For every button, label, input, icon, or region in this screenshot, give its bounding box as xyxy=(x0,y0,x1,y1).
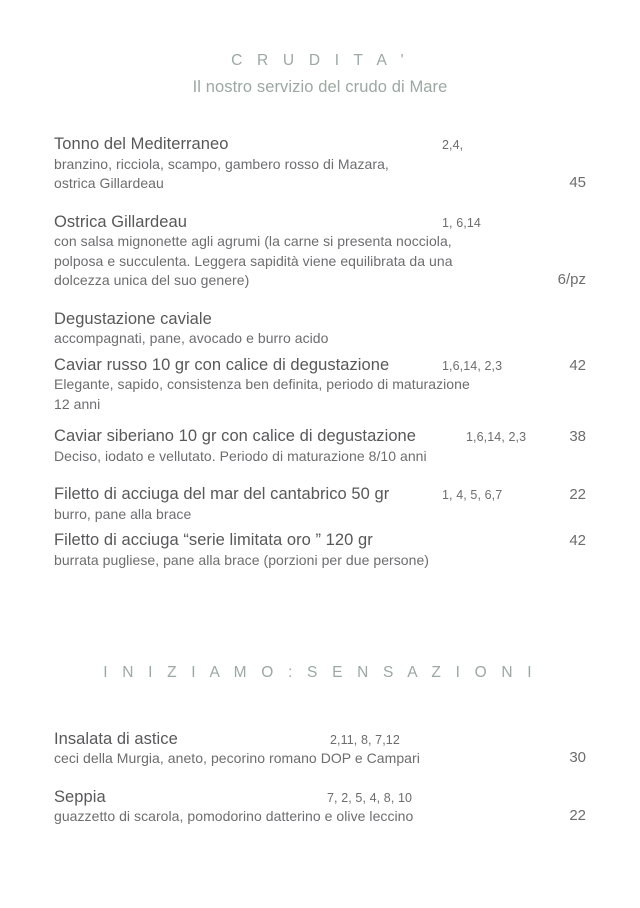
menu-item-title-row xyxy=(54,135,586,155)
menu-item-desc-row xyxy=(54,447,586,467)
menu-item-price: 38 xyxy=(569,428,586,446)
menu-item-desc-row xyxy=(54,395,586,415)
menu-item-name: Seppia xyxy=(54,787,106,806)
menu-item-description: accompagnati, pane, avocado e burro acido xyxy=(54,330,329,347)
menu-item[interactable] xyxy=(54,788,586,827)
spacer xyxy=(54,466,586,485)
menu-item-title-row xyxy=(54,788,586,808)
menu-item-desc-row xyxy=(54,252,586,272)
menu-item-allergens: 1,6,14, 2,3 xyxy=(442,358,503,373)
menu-item-desc-row xyxy=(54,551,586,571)
menu-item-price: 30 xyxy=(569,749,586,767)
menu-item-description: burro, pane alla brace xyxy=(54,505,192,522)
spacer xyxy=(54,524,586,531)
menu-item-name: Caviar siberiano 10 gr con calice di degustazione xyxy=(54,427,416,446)
spacer xyxy=(54,414,586,427)
menu-item-desc-row xyxy=(54,271,586,291)
menu-item-price: 45 xyxy=(569,174,586,192)
menu-item-desc-row xyxy=(54,505,586,525)
menu-item-name: Tonno del Mediterraneo xyxy=(54,135,229,154)
menu-item[interactable] xyxy=(54,427,586,466)
menu-item-allergens: 2,11, 8, 7,12 xyxy=(330,732,400,747)
menu-item-price: 22 xyxy=(569,807,586,825)
menu-item-description: 12 anni xyxy=(54,395,101,412)
spacer xyxy=(54,291,586,310)
menu-item-desc-row xyxy=(54,375,586,395)
menu-item-price: 6/pz xyxy=(557,271,586,289)
menu-item-desc-row xyxy=(54,232,586,252)
menu-item-title-row xyxy=(54,213,586,233)
menu-item-description: dolcezza unica del suo genere) xyxy=(54,272,250,289)
menu-item-desc-row xyxy=(54,807,586,827)
menu-item-title-row xyxy=(54,730,586,750)
menu-item-allergens: 1,6,14, 2,3 xyxy=(466,430,527,445)
menu-item-description: polposa e succulenta. Leggera sapidità viene equilibrata da una xyxy=(54,252,453,269)
menu-item-description: Elegante, sapido, consistenza ben definita, periodo di maturazione xyxy=(54,376,470,393)
menu-item-title-row xyxy=(54,356,586,376)
section-header-iniziamo xyxy=(0,664,640,683)
menu-item-price: 42 xyxy=(569,532,586,550)
menu-item-desc-row xyxy=(54,174,586,194)
spacer xyxy=(54,769,586,788)
menu-list-iniziamo xyxy=(54,730,586,827)
menu-item-description: branzino, ricciola, scampo, gambero rosso di Mazara, xyxy=(54,155,389,172)
menu-item-description: con salsa mignonette agli agrumi (la carne si presenta nocciola, xyxy=(54,233,452,250)
section-header-crudita xyxy=(0,0,640,97)
menu-item-description: guazzetto di scarola, pomodorino datterino e olive leccino xyxy=(54,808,414,825)
menu-item-allergens: 7, 2, 5, 4, 8, 10 xyxy=(327,790,413,805)
menu-item-name: Caviar russo 10 gr con calice di degustazione xyxy=(54,355,390,374)
menu-item[interactable] xyxy=(54,310,586,349)
menu-item-name: Ostrica Gillardeau xyxy=(54,212,187,231)
menu-item-desc-row xyxy=(54,329,586,349)
menu-list-crudita xyxy=(54,135,586,570)
menu-item-allergens: 2,4, xyxy=(442,138,464,153)
menu-item-allergens: 1, 6,14 xyxy=(442,215,481,230)
menu-item[interactable] xyxy=(54,135,586,194)
menu-item-description: burrata pugliese, pane alla brace (porzioni per due persone) xyxy=(54,551,430,568)
menu-item-desc-row xyxy=(54,749,586,769)
menu-item-description: ostrica Gillardeau xyxy=(54,175,164,192)
menu-item-desc-row xyxy=(54,155,586,175)
menu-item-title-row xyxy=(54,531,586,551)
menu-item-allergens: 1, 4, 5, 6,7 xyxy=(442,488,503,503)
section-title-crudita: C R U D I T A ' xyxy=(231,52,409,69)
menu-item[interactable] xyxy=(54,531,586,570)
spacer xyxy=(54,194,586,213)
spacer xyxy=(54,349,586,356)
menu-item-name: Filetto di acciuga del mar del cantabrico 50 gr xyxy=(54,485,390,504)
section-subtitle-crudita: Il nostro servizio del crudo di Mare xyxy=(192,77,448,96)
menu-item[interactable] xyxy=(54,485,586,524)
spacer xyxy=(0,683,640,730)
menu-item[interactable] xyxy=(54,730,586,769)
section-title-iniziamo: I N I Z I A M O : S E N S A Z I O N I xyxy=(103,664,537,682)
menu-item-price: 22 xyxy=(569,486,586,504)
menu-item[interactable] xyxy=(54,213,586,291)
menu-item-title-row xyxy=(54,310,586,330)
menu-item-name: Degustazione caviale xyxy=(54,309,212,328)
menu-item-price: 42 xyxy=(569,356,586,374)
menu-item-description: ceci della Murgia, aneto, pecorino romano DOP e Campari xyxy=(54,750,420,767)
menu-item-title-row xyxy=(54,427,586,447)
menu-item-title-row xyxy=(54,485,586,505)
menu-item-name: Filetto di acciuga “serie limitata oro ” 120 gr xyxy=(54,531,373,550)
menu-item[interactable] xyxy=(54,356,586,415)
menu-item-description: Deciso, iodato e vellutato. Periodo di maturazione 8/10 anni xyxy=(54,447,427,464)
menu-item-name: Insalata di astice xyxy=(54,729,178,748)
spacer xyxy=(0,570,640,664)
spacer xyxy=(0,97,640,135)
